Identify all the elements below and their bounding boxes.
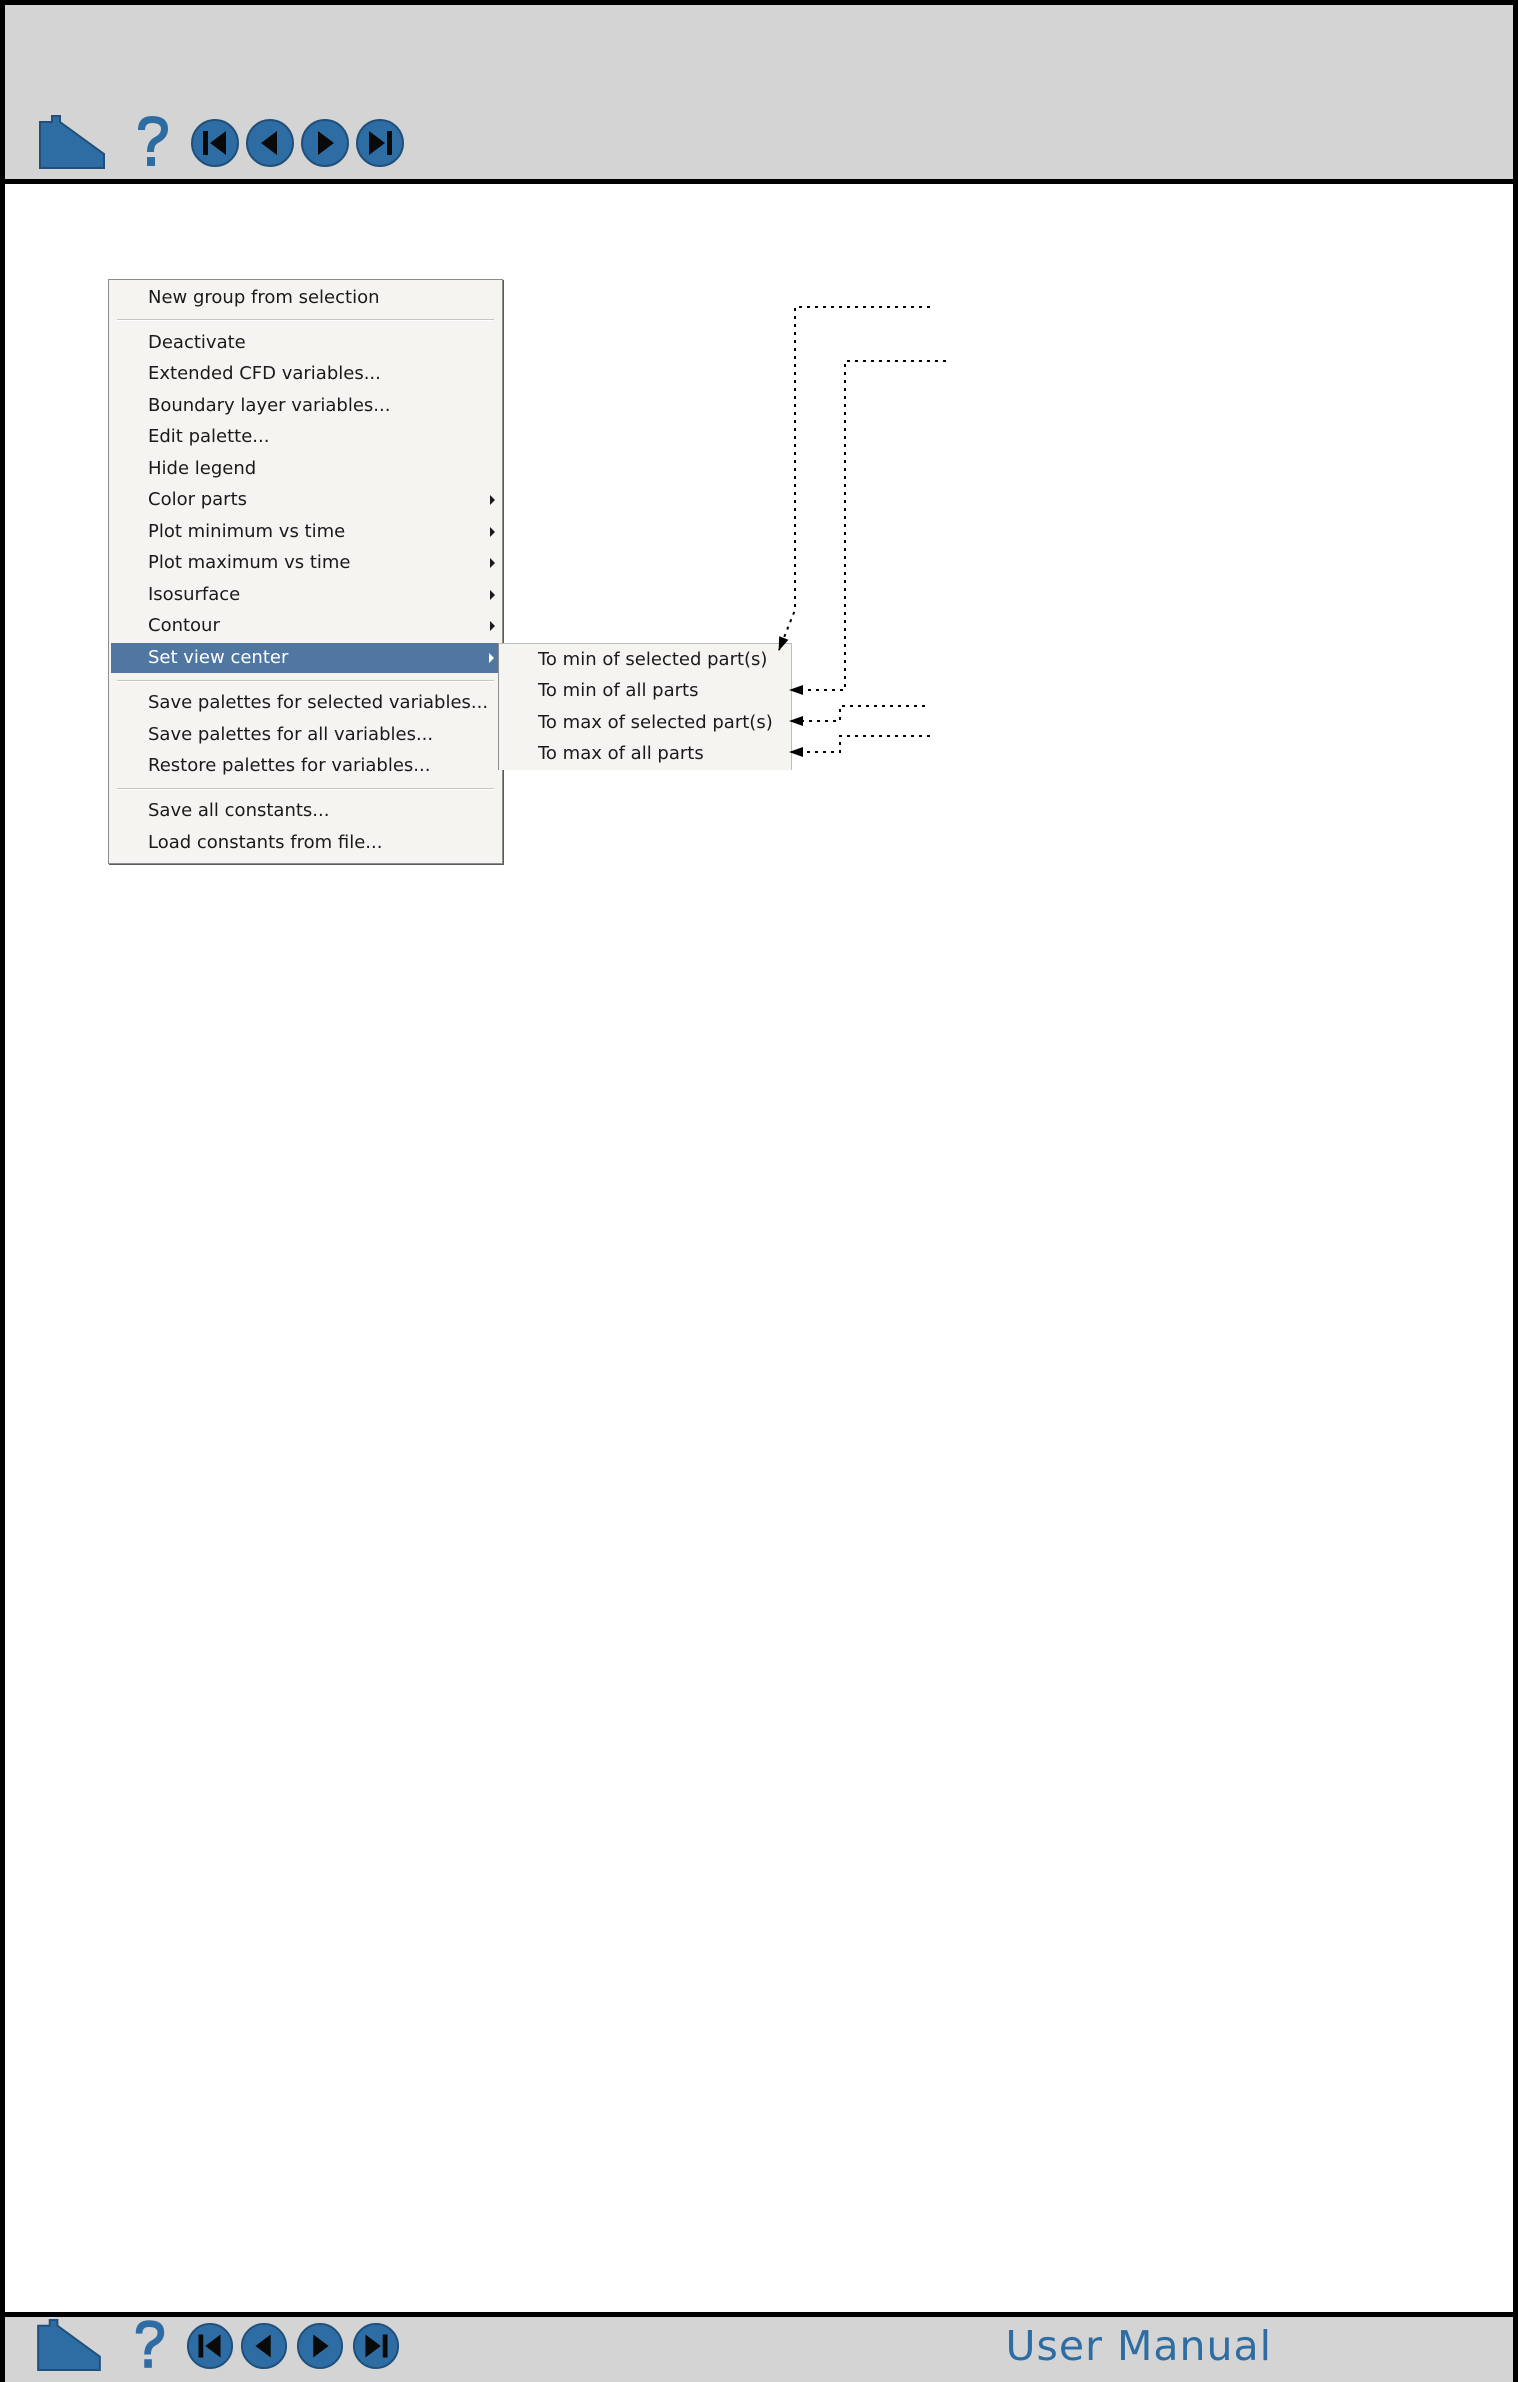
menu-item-label: Plot maximum vs time [148, 552, 351, 573]
menu-item-label: New group from selection [148, 287, 380, 308]
callout-line-min-all [790, 361, 946, 690]
menu-item-label: Plot minimum vs time [148, 521, 346, 542]
menu-item-label: Hide legend [148, 458, 257, 479]
menu-item-label: Save palettes for selected variables... [148, 692, 489, 713]
menu-item-label: Deactivate [148, 332, 246, 353]
callout-line-max-all [790, 736, 930, 752]
submenu-item-label: To min of all parts [538, 680, 699, 701]
menu-item-label: Save palettes for all variables... [148, 724, 434, 745]
callout-line-min-selected [779, 307, 930, 650]
menu-item-label: Restore palettes for variables... [148, 755, 431, 776]
menu-item-label: Color parts [148, 489, 248, 510]
submenu-item-label: To max of all parts [538, 743, 704, 764]
home-icon[interactable] [36, 2318, 102, 2372]
previous-page-icon[interactable] [240, 2322, 288, 2370]
menu-item-label: Edit palette... [148, 426, 270, 447]
first-page-icon[interactable] [186, 2322, 234, 2370]
menu-item-label: Isosurface [148, 584, 241, 605]
callout-line-max-selected [790, 706, 925, 721]
menu-item-label: Load constants from file... [148, 832, 383, 853]
menu-item-label: Boundary layer variables... [148, 395, 391, 416]
callout-lines [0, 0, 1518, 900]
manual-title: User Manual [1005, 2322, 1272, 2370]
menu-item-label: Set view center [148, 647, 289, 668]
menu-item-label: Contour [148, 615, 220, 636]
submenu-item-label: To max of selected part(s) [538, 712, 773, 733]
last-page-icon[interactable] [352, 2322, 400, 2370]
next-page-icon[interactable] [296, 2322, 344, 2370]
menu-item-label: Save all constants... [148, 800, 330, 821]
help-icon[interactable] [130, 2318, 168, 2372]
menu-item-label: Extended CFD variables... [148, 363, 381, 384]
submenu-item-label: To min of selected part(s) [538, 649, 768, 670]
